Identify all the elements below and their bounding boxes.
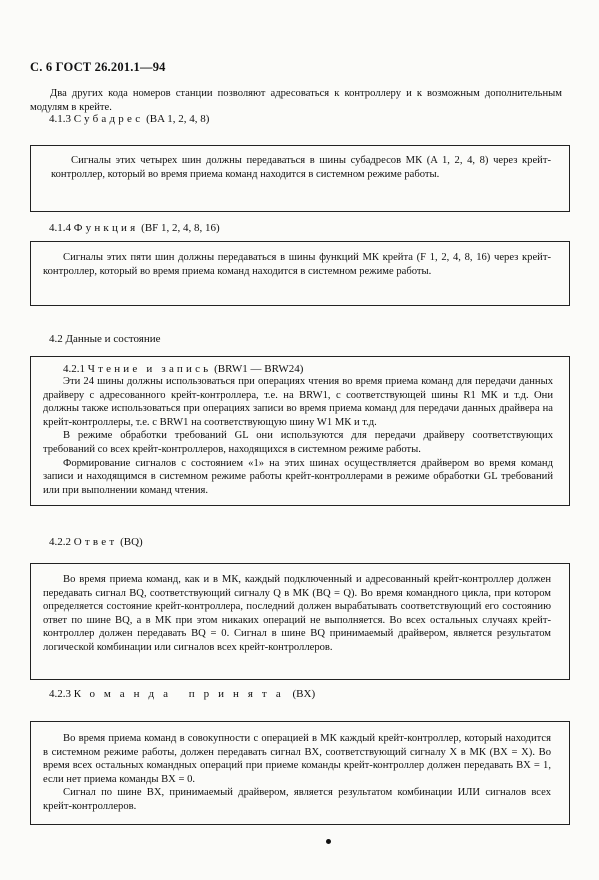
paragraph: Эти 24 шины должны использоваться при операциях чтения во время приема команд для передачи данных драйверу с адресованного крейт-контроллера, т.е. на BRW1, с соответствующей шины R1 МК и т.д. Они должны также использоваться при операциях записи во время приема команд для передачи данных драйвера на крейт-контроллеры, т.е. с BRW1 на соответствующую шину W1 МК и т.д. [43, 376, 553, 428]
section-number: 4.1.3 [49, 113, 71, 125]
section-box-4-2-3 [30, 721, 570, 825]
paragraph: Во время приема команд в совокупности с операцией в МК каждый крейт-контроллер, который находится в системном режиме работы, должен передавать сигнал BX, соответствующий сигналу X в МК (BX = X). Во время всех остальных командных операций при приеме команды крейт-контроллер должен передавать BX = 1, если нет приема команды BX = 0. [43, 733, 551, 785]
box-text-container [43, 375, 553, 497]
section-signals: (BX) [292, 688, 316, 700]
section-number: 4.2.3 [49, 688, 71, 700]
section-number: 4.2.1 [63, 363, 85, 375]
section-title: Команда принята [73, 688, 290, 700]
section-title: Ответ [73, 536, 118, 548]
page-header: С. 6 ГОСТ 26.201.1—94 [30, 60, 166, 74]
section-signals: (BF 1, 2, 4, 8, 16) [141, 222, 220, 234]
page-mark-dot [326, 839, 331, 844]
box-text: Сигналы этих четырех шин должны передаваться в шины субадресов МК (A 1, 2, 4, 8) через крейт-контроллер, который во время приема команд находится в системном режиме работы. [51, 155, 551, 180]
section-signals: (BA 1, 2, 4, 8) [146, 113, 210, 125]
section-number: 4.1.4 [49, 222, 71, 234]
box-text-container [43, 732, 551, 814]
section-heading-4-2 [49, 332, 161, 346]
section-heading-4-1-4 [49, 221, 220, 235]
section-box-4-2-2 [30, 563, 570, 680]
section-title: Данные и состояние [65, 333, 161, 345]
intro-text: Два других кода номеров станции позволяют адресоваться к контроллеру и к возможным дополнительным модулям в крейте. [30, 88, 562, 113]
box-text-container [51, 154, 551, 181]
section-signals: (BRW1 — BRW24) [214, 363, 304, 375]
section-signals: (BQ) [120, 536, 143, 548]
section-heading-4-2-2 [49, 535, 143, 549]
section-number: 4.2.2 [49, 536, 71, 548]
section-number: 4.2 [49, 333, 63, 345]
section-box-4-2-1 [30, 356, 570, 506]
paragraph: Формирование сигналов с состоянием «1» на этих шинах осуществляется драйвером во время команд записи и находящимся в системном режиме работы крейт-контроллерами в режиме обработки GL требований или при выполнении команд чтения. [43, 457, 553, 496]
section-box-4-1-3 [30, 145, 570, 212]
section-heading-4-2-1 [63, 362, 303, 376]
box-text-container [43, 251, 551, 278]
paragraph: В режиме обработки требований GL они используются для передачи драйверу соответствующих требований со всех крейт-контроллеров, находящихся в системном режиме работы. [43, 430, 553, 455]
section-title: Функция [73, 222, 139, 234]
section-title: Чтение и запись [87, 363, 212, 375]
box-text-container [43, 573, 551, 655]
section-heading-4-1-3 [49, 112, 209, 126]
section-box-4-1-4 [30, 241, 570, 306]
box-text: Сигналы этих пяти шин должны передаваться в шины функций МК крейта (F 1, 2, 4, 8, 16) через крейт-контроллер, который во время приема команд находится в системном режиме работы. [43, 252, 551, 277]
paragraph: Сигнал по шине BX, принимаемый драйвером, является результатом комбинации ИЛИ сигналов всех крейт-контроллеров. [43, 787, 551, 812]
section-heading-4-2-3 [49, 687, 315, 701]
box-text: Во время приема команд, как и в МК, каждый подключенный и адресованный крейт-контроллер должен передавать сигнал BQ, соответствующий сигналу Q в МК (BQ = Q). Во время командного цикла, при котором определяется состояние крейт-контроллера, последний должен вырабатывать соответствующий его состоянию ответ по шине BQ, а в МК при этом никаких операций не выполняется. Во всех остальных случаях крейт-контроллер должен передавать BQ = 0. Сигнал в шине BQ принимаемый драйвером, является результатом логической комбинации или сигналов всех крейт-контроллеров. [43, 574, 551, 653]
intro-paragraph [30, 87, 562, 114]
section-title: Субадрес [73, 113, 144, 125]
